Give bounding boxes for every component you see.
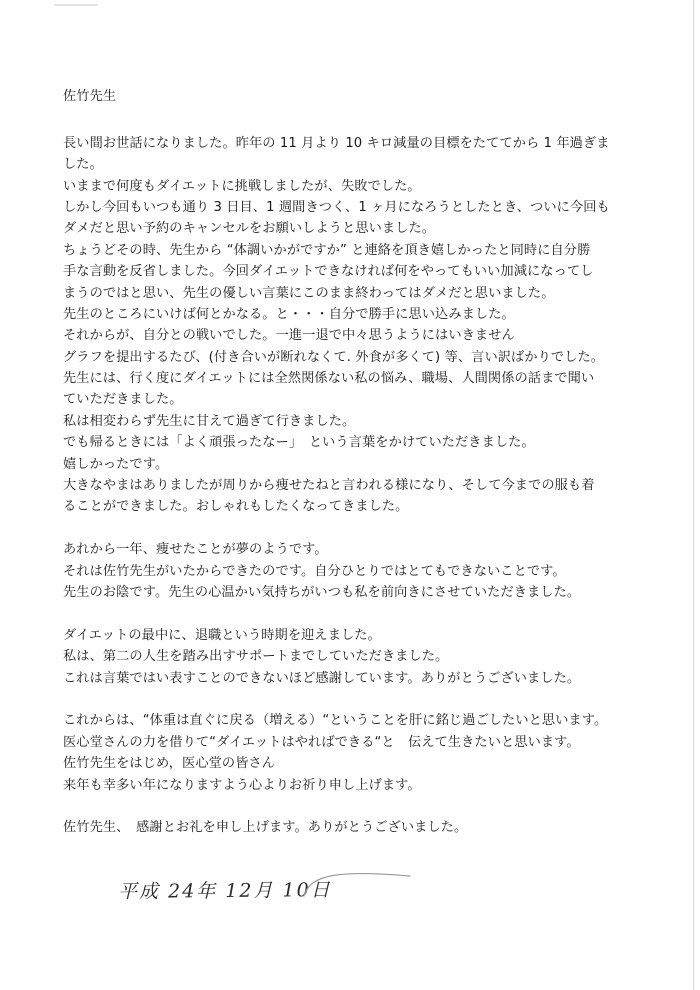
paragraph-3: [63, 625, 653, 689]
letter-line: これは言葉ではい表すことのできないほど感謝しています。ありがとうございました。: [63, 670, 581, 686]
letter-line: 大きなやまはありましたが周りから痩せたねと言われる様になり、そして今までの服も着: [63, 478, 595, 494]
paragraph-4: [63, 710, 653, 796]
letter-line: まうのではと思い、先生の優しい言葉にこのまま終わってはダメだと思いました。: [63, 285, 555, 301]
letter-line: あれから一年、痩せたことが夢のようです。: [63, 542, 328, 558]
letter-body: [63, 86, 653, 839]
salutation: 佐竹先生: [63, 89, 117, 104]
letter-line: ていただきました。: [63, 392, 183, 408]
letter-line: ダイエットの最中に、退職という時期を迎えました。: [63, 627, 381, 643]
letter-line: 先生のところにいけば何とかなる。と・・・自分で勝手に思い込みました。: [63, 306, 515, 322]
paragraph-1: [63, 133, 653, 518]
letter-line: 嬉しかったです。: [63, 456, 169, 472]
letter-line: 私は相変わらず先生に甘えて過ぎて行きました。: [63, 413, 356, 429]
page-edge: [693, 0, 694, 990]
letter-line: した。: [63, 157, 103, 173]
spacer: [63, 689, 653, 710]
closing-line: 佐竹先生、 感謝とお礼を申し上げます。ありがとうございました。: [63, 820, 468, 836]
letter-line: 先生には、行く度にダイエットには全然関係ない私の悩み、職場、人間関係の話まで聞い: [63, 371, 595, 387]
letter-line: ちょうどその時、先生から “体調いかがですか” と連絡を頂き嬉しかったと同時に自分勝: [63, 242, 591, 258]
letter-line: 佐竹先生をはじめ，医心堂の皆さん: [63, 756, 276, 772]
spacer: [63, 107, 653, 128]
letter-line: しかし今回もいつも通り 3 日目、1 週間きつく、1 ヶ月になろうとしたとき、ついに今回も: [63, 199, 610, 215]
letter-line: それからが、自分との戦いでした。一進一退で中々思うようにはいきません: [63, 328, 515, 344]
pen-stroke-decoration: [300, 868, 420, 898]
letter-line: ることができました。おしゃれもしたくなってきました。: [63, 499, 409, 515]
letter-line: 長い間お世話になりました。昨年の 11 月より 10 キロ減量の目標をたててから 1 年過ぎま: [63, 135, 610, 151]
handwritten-date: 平成 24年 12月 10日: [117, 879, 332, 903]
letter-line: 来年も幸多い年になりますよう心よりお祈り申し上げます。: [63, 777, 421, 793]
spacer: [63, 796, 653, 817]
paragraph-2: [63, 539, 653, 603]
letter-line: いままで何度もダイエットに挑戦しましたが、失敗でした。: [63, 178, 421, 194]
scan-mark: [54, 4, 98, 6]
spacer: [63, 518, 653, 539]
letter-line: それは佐竹先生がいたからできたのです。自分ひとりではとてもできないことです。: [63, 563, 566, 579]
letter-line: 私は、第二の人生を踏み出すサポートまでしていただきました。: [63, 649, 449, 665]
spacer: [63, 603, 653, 624]
letter-line: 医心堂さんの力を借りて“ダイエットはやればできる“と 伝えて生きたいと思います。: [63, 734, 580, 750]
letter-line: これからは、“体重は直ぐに戻る（増える）“ということを肝に銘じ過ごしたいと思います。: [63, 713, 608, 729]
letter-line: ダメだと思い予約のキャンセルをお願いしようと思いました。: [63, 221, 436, 237]
letter-line: グラフを提出するたび、(付き合いが断れなくて. 外食が多くて) 等、言い訳ばかりでした。: [63, 349, 605, 365]
letter-line: でも帰るときには「よく頑張ったなー」 という言葉をかけていただきました。: [63, 435, 535, 451]
letter-line: 先生のお陰です。先生の心温かい気持ちがいつも私を前向きにさせていただきました。: [63, 584, 581, 600]
letter-line: 手な言動を反省しました。今回ダイエットできなければ何をやってもいい加減になってし: [63, 264, 594, 280]
